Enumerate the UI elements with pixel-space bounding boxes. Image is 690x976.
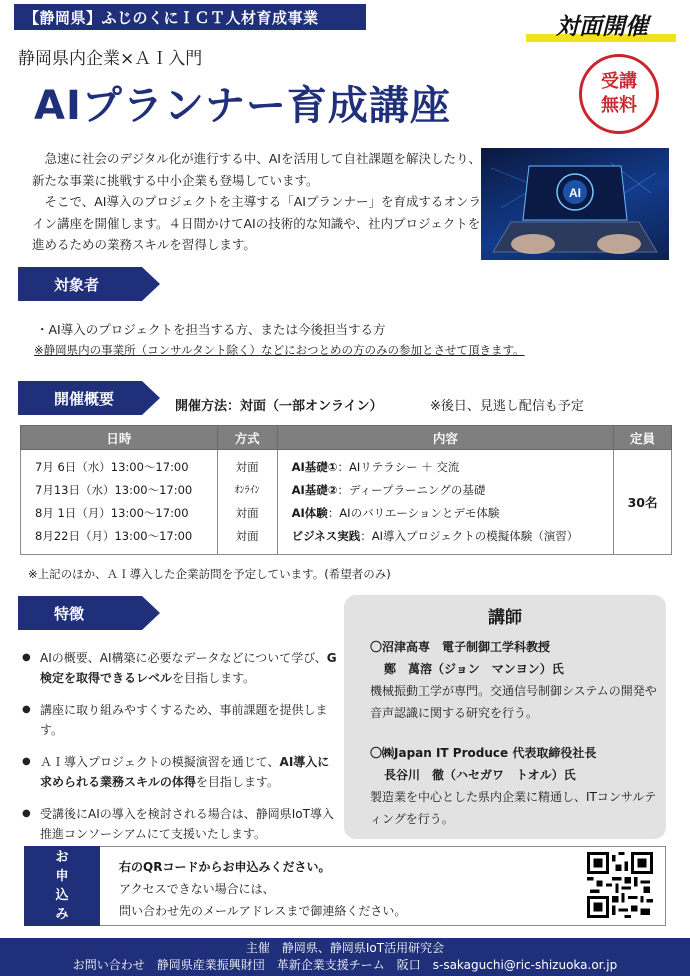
- feature-bold: AI導入に求められる業務スキルの体得: [40, 755, 330, 789]
- section-target-heading: [18, 267, 142, 301]
- feature-item: [24, 700, 340, 740]
- col-capacity: 定員: [614, 426, 672, 450]
- row-topic: AI体験: [291, 506, 328, 520]
- feature-text-tail: を目指します。: [172, 671, 256, 685]
- apply-tab: [24, 846, 100, 926]
- row-content: [292, 456, 613, 479]
- qr-code-icon: [587, 852, 653, 918]
- apply-tab-char: 申: [55, 869, 69, 884]
- row-desc: ：ディープラーニングの基礎: [337, 483, 486, 497]
- intro-text: [32, 148, 482, 256]
- instructor-bio: 機械振動工学が専門。交通信号制御システムの開発や音声認識に関する研究を行う。: [370, 684, 657, 720]
- row-mode: 対面: [235, 460, 259, 474]
- row-content: [292, 525, 613, 548]
- row-date: 7月 6日（水）13:00～17:00: [35, 460, 189, 474]
- row-content: [292, 479, 613, 502]
- section-overview-heading: [18, 381, 142, 415]
- top-banner: 【静岡県】ふじのくにＩＣＴ人材育成事業: [14, 4, 366, 30]
- feature-text: AIの概要、AI構築に必要なデータなどについて学び、: [40, 651, 327, 665]
- stamp-line-1: 受講: [601, 71, 637, 92]
- instructor-org: 〇沼津高専 電子制御工学科教授: [370, 640, 551, 654]
- row-desc: ：AI導入プロジェクトの模擬体験（演習）: [360, 529, 579, 543]
- overview-method: 開催方法：対面（一部オンライン）: [175, 399, 383, 414]
- row-mode: 対面: [235, 506, 259, 520]
- footer-contact: お問い合わせ 静岡県産業振興財団 革新企業支援チーム 阪口 s-sakaguchi@ric-shizuoka.or.jp: [72, 958, 618, 972]
- features-list: [24, 648, 340, 856]
- feature-item: [24, 752, 340, 792]
- feature-bold: G検定を取得できるレベル: [40, 651, 337, 685]
- subtitle: 静岡県内企業×ＡＩ入門: [18, 49, 203, 69]
- instructor-bio: 製造業を中心とした県内企業に精通し、ITコンサルティングを行う。: [370, 790, 657, 826]
- col-mode: 方式: [217, 426, 277, 450]
- row-topic: AI基礎②: [291, 483, 338, 497]
- footer-organizer: 主催 静岡県、静岡県IoT活用研究会: [245, 941, 445, 955]
- intro-paragraph-1: 急速に社会のデジタル化が進行する中、AIを活用して自社課題を解決したり、新たな事業に挑戦する中小企業も登場しています。: [32, 151, 481, 188]
- target-line: ・AI導入のプロジェクトを担当する方、または今後担当する方: [36, 322, 386, 337]
- laptop-ai-illustration: [481, 148, 669, 260]
- capacity-cell: 30名: [614, 450, 672, 555]
- overview-method-note: ※後日、見逃し配信も予定: [430, 399, 584, 414]
- footer: [0, 938, 690, 976]
- apply-tab-char: 込: [55, 888, 69, 903]
- col-content: 内容: [277, 426, 613, 450]
- apply-tab-char: お: [55, 850, 69, 865]
- row-topic: ビジネス実践: [291, 529, 361, 543]
- target-heading-label: 対象者: [54, 275, 100, 294]
- target-note: ※静岡県内の事業所（コンサルタント除く）などにおつとめの方のみの参加とさせて頂きます。: [34, 343, 525, 357]
- modes-cell: [217, 450, 277, 555]
- feature-text: 講座に取り組みやすくするため、事前課題を提供します。: [40, 703, 328, 737]
- feature-text: ＡＩ導入プロジェクトの模擬演習を通じて、: [40, 755, 280, 769]
- schedule-header-row: [21, 426, 672, 450]
- format-badge: 対面開催: [556, 14, 648, 40]
- hero-ai-label: AI: [569, 186, 581, 200]
- schedule-body-row: [21, 450, 672, 555]
- dates-cell: [21, 450, 218, 555]
- row-mode: ｵﾝﾗｲﾝ: [234, 485, 260, 496]
- apply-tab-char: み: [55, 907, 69, 922]
- stamp-line-2: 無料: [601, 95, 637, 116]
- instructor-name: 鄭 萬溶（ジョン マンヨン）氏: [384, 662, 564, 676]
- col-datetime: 日時: [21, 426, 218, 450]
- instructor-heading: 講師: [488, 608, 522, 628]
- apply-line-2: アクセスできない場合には、: [119, 882, 275, 896]
- apply-line-3: 問い合わせ先のメールアドレスまで御連絡ください。: [119, 904, 407, 918]
- row-desc: ：AIのバリエーションとデモ体験: [327, 506, 500, 520]
- row-content: [292, 502, 613, 525]
- contents-cell: [277, 450, 613, 555]
- apply-text: [119, 856, 406, 922]
- hero-image: [481, 148, 669, 260]
- free-stamp: [579, 54, 659, 134]
- feature-item: [24, 648, 340, 688]
- intro-paragraph-2: そこで、AI導入のプロジェクトを主導する「AIプランナー」を育成するオンライン講座を開催します。４日間かけてAIの技術的な知識や、社内プロジェクトを進めるための業務スキルを習得します。: [32, 194, 481, 252]
- features-heading-label: 特徴: [54, 604, 85, 623]
- row-date: 7月13日（水）13:00～17:00: [35, 483, 193, 497]
- apply-line-1: 右のQRコードからお申込みください。: [119, 860, 331, 874]
- overview-footnote: ※上記のほか、ＡＩ導入した企業訪問を予定しています。(希望者のみ): [28, 567, 391, 581]
- overview-heading-label: 開催概要: [54, 389, 115, 408]
- feature-item: [24, 804, 340, 844]
- section-features-heading: [18, 596, 142, 630]
- schedule-table: [20, 425, 672, 555]
- feature-text: 受講後にAIの導入を検討される場合は、静岡県IoT導入推進コンソーシアムにて支援いたします。: [40, 807, 334, 841]
- qr-code[interactable]: [587, 852, 653, 918]
- row-topic: AI基礎①: [291, 460, 338, 474]
- feature-text-tail: を目指します。: [195, 775, 279, 789]
- instructor-name: 長谷川 徹（ハセガワ トオル）氏: [384, 768, 576, 782]
- row-desc: ：AIリテラシー ＋ 交流: [337, 460, 460, 474]
- row-date: 8月22日（月）13:00～17:00: [35, 529, 193, 543]
- instructor-org: 〇㈱Japan IT Produce 代表取締役社長: [370, 746, 597, 760]
- row-date: 8月 1日（月）13:00～17:00: [35, 506, 189, 520]
- row-mode: 対面: [235, 529, 259, 543]
- page-title: AIプランナー育成講座: [34, 83, 451, 129]
- instructor-panel: [344, 595, 666, 839]
